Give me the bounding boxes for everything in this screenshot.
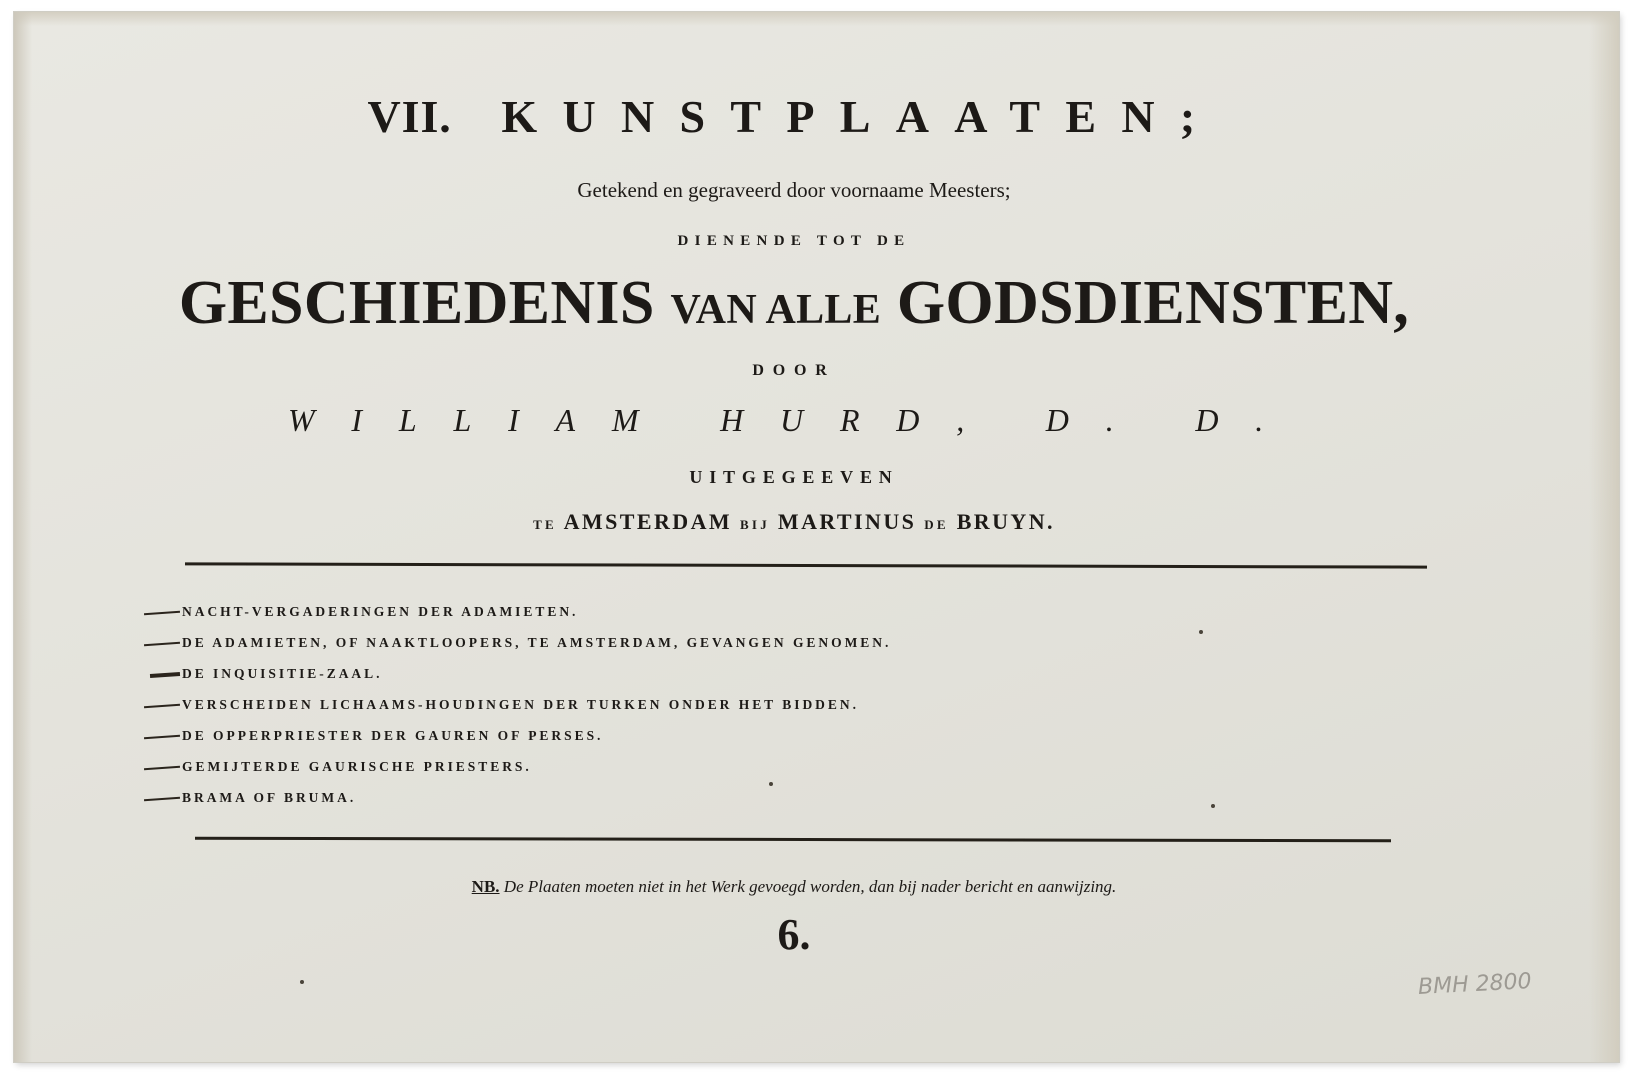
- ink-speck: [1211, 804, 1215, 808]
- subtitle: Getekend en gegraveerd door voornaame Meesters;: [577, 178, 1011, 202]
- plate-title: DE ADAMIETEN, OF NAAKTLOOPERS, TE AMSTERDAM, GEVANGEN GENOMEN.: [182, 635, 892, 650]
- author: WILLIAM HURD, D. D.: [287, 402, 1301, 438]
- ink-dash: [144, 704, 180, 709]
- plate-item: [144, 604, 891, 635]
- ink-dash: [144, 735, 180, 740]
- main-heading-part2: VAN ALLE: [670, 287, 882, 333]
- plate-item: [144, 728, 891, 759]
- plate-item: [144, 635, 891, 666]
- nb-text: De Plaaten moeten niet in het Werk gevoegd worden, dan bij nader bericht en aanwijzing.: [503, 877, 1117, 896]
- place-part1: TE: [533, 517, 557, 532]
- ink-speck: [1199, 630, 1203, 634]
- paper-edge-right: [1589, 12, 1619, 1062]
- archive-pencil-mark: BMH 2800: [1417, 969, 1533, 1000]
- ink-speck: [769, 782, 773, 786]
- place-part6: BRUYN.: [956, 509, 1055, 534]
- title: [14, 90, 1574, 143]
- serving-line: DIENENDE TOT DE: [677, 233, 911, 249]
- ink-dash: [144, 642, 180, 647]
- place-part3: BIJ: [740, 517, 770, 532]
- place-part4: MARTINUS: [777, 509, 917, 534]
- nota-bene: [14, 877, 1574, 897]
- paper-edge-top: [14, 12, 1619, 26]
- nb-label: NB.: [471, 877, 500, 896]
- divider-bottom: [195, 837, 1391, 843]
- ink-dash: [144, 797, 180, 802]
- plate-title: VERSCHEIDEN LICHAAMS-HOUDINGEN DER TURKEN ONDER HET BIDDEN.: [182, 697, 859, 712]
- plate-title: BRAMA OF BRUMA.: [182, 790, 357, 805]
- plate-list: [144, 604, 891, 821]
- place-line: [14, 509, 1574, 535]
- place-part2: AMSTERDAM: [563, 509, 733, 534]
- divider-top: [185, 562, 1427, 568]
- paper-edge-left: [14, 12, 32, 1062]
- place-part5: DE: [924, 517, 949, 532]
- ink-dash: [144, 611, 180, 616]
- printed-sheet: [14, 12, 1619, 1062]
- plate-title: GEMIJTERDE GAURISCHE PRIESTERS.: [182, 759, 532, 774]
- main-heading: [14, 268, 1574, 339]
- ink-dash: [144, 766, 180, 771]
- plate-title: NACHT-VERGADERINGEN DER ADAMIETEN.: [182, 604, 579, 619]
- title-word: KUNSTPLAATEN;: [501, 91, 1221, 142]
- main-heading-part1: GESCHIEDENIS: [178, 269, 655, 337]
- ink-dash: [150, 672, 180, 678]
- plate-item: [144, 697, 891, 728]
- published-line: UITGEGEEVEN: [689, 467, 899, 487]
- plate-item: [144, 759, 891, 790]
- plate-item: [144, 666, 891, 697]
- plate-title: DE OPPERPRIESTER DER GAUREN OF PERSES.: [182, 728, 604, 743]
- plate-title: DE INQUISITIE-ZAAL.: [182, 666, 383, 681]
- by-line: DOOR: [752, 362, 836, 379]
- title-number: VII.: [367, 91, 452, 142]
- plate-item: [144, 790, 891, 821]
- ink-speck: [300, 980, 304, 984]
- main-heading-part3: GODSDIENSTEN,: [896, 269, 1410, 337]
- sheet-number: 6.: [777, 910, 811, 959]
